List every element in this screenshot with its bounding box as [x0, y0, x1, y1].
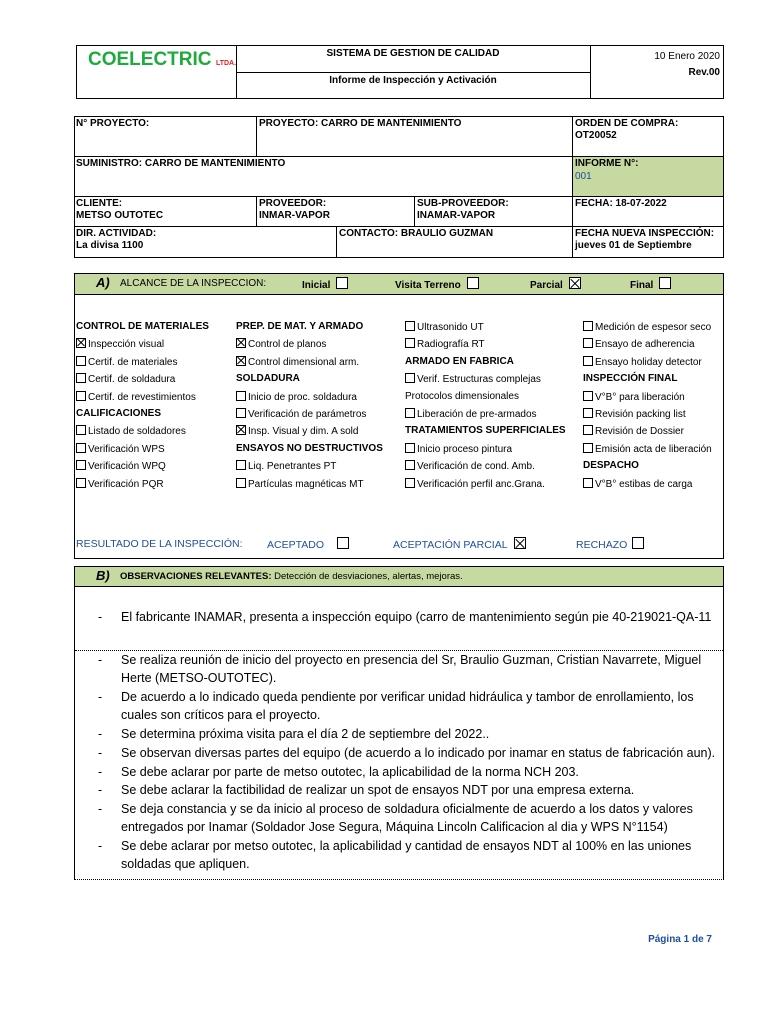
checklist-heading: CONTROL DE MATERIALES [76, 321, 209, 332]
scope-title: ALCANCE DE LA INSPECCION: [120, 278, 267, 289]
client-label: CLIENTE: [76, 198, 123, 209]
checklist-item-label: V°B° para liberación [595, 392, 685, 403]
checklist-heading: ARMADO EN FABRICA [405, 356, 514, 367]
result-rejected-checkbox[interactable] [632, 537, 644, 549]
checklist-item-label: Liq. Penetrantes PT [248, 461, 337, 472]
observation-first: El fabricante INAMAR, presenta a inspección equipo (carro de mantenimiento según pie 40-219021-QA-11 [121, 610, 712, 624]
checklist-item-label: Verif. Estructuras complejas [417, 374, 541, 385]
checklist-item[interactable] [583, 338, 695, 351]
checklist-checkbox[interactable] [583, 321, 593, 331]
observation-item: Se debe aclarar la factibilidad de realizar un spot de ensayos NDT por una empresa externa. [121, 783, 635, 798]
checklist-item-label: Verificación WPS [88, 444, 165, 455]
checklist-item[interactable] [236, 356, 359, 369]
supplier-label: PROVEEDOR: [259, 198, 327, 209]
checklist-item-label: Revisión de Dossier [595, 426, 684, 437]
checklist-item-label: Ensayo de adherencia [595, 339, 695, 350]
result-rejected-label: RECHAZO [576, 539, 628, 551]
scope-final-checkbox[interactable] [659, 277, 671, 289]
checklist-checkbox[interactable] [236, 338, 246, 348]
activity-address-label: DIR. ACTIVIDAD: [76, 228, 157, 239]
checklist-item[interactable] [76, 460, 166, 473]
checklist-checkbox[interactable] [405, 321, 415, 331]
checklist-item-label: Verificación de parámetros [248, 409, 367, 420]
checklist-item-label: Control dimensional arm. [248, 357, 360, 368]
header-revision: Rev.00 [688, 67, 720, 78]
checklist-item[interactable] [405, 338, 485, 351]
observation-item: Se realiza reunión de inicio del proyecto en presencia del Sr, Braulio Guzman, Cristian Navarrete, Miguel Herte (METSO-OUTOTEC). [121, 653, 702, 685]
checklist-checkbox[interactable] [236, 408, 246, 418]
supply-label: SUMINISTRO: CARRO DE MANTENIMIENTO [76, 158, 286, 169]
result-accepted-checkbox[interactable] [337, 537, 349, 549]
observations-border-right [723, 566, 724, 880]
activity-address-value: La divisa 1100 [76, 240, 144, 251]
checklist-item-label: V°B° estibas de carga [595, 479, 693, 490]
checklist-item-label: Ultrasonido UT [417, 322, 484, 333]
scope-field-visit-checkbox[interactable] [467, 277, 479, 289]
report-number-label: INFORME N°: [575, 158, 639, 169]
header-divider-v2 [590, 45, 591, 99]
checklist-checkbox[interactable] [583, 478, 593, 488]
checklist-item[interactable] [236, 478, 364, 491]
checklist-heading: SOLDADURA [236, 373, 300, 384]
observation-dash: - [98, 764, 103, 779]
logo-main-text: COELECTRIC [88, 49, 212, 70]
scope-initial-checkbox[interactable] [336, 277, 348, 289]
observations-border-left [74, 566, 75, 880]
next-inspection-value: jueves 01 de Septiembre [575, 240, 692, 251]
checklist-checkbox[interactable] [76, 443, 86, 453]
checklist-item-label: Ensayo holiday detector [595, 357, 702, 368]
scope-partial-checkbox[interactable] [569, 277, 581, 289]
checklist-item[interactable] [405, 373, 541, 386]
checklist-checkbox[interactable] [236, 425, 246, 435]
checklist-item[interactable] [405, 478, 545, 491]
scope-option-field-visit[interactable] [395, 277, 481, 291]
observation-item: Se deja constancia y se da inicio al proceso de soldadura oficialmente de acuerdo a los datos y valores entregados por Inamar (Soldador Jose Segura, Máquina Lincoln Calificacion al dia y WPS N°1154) [121, 801, 693, 834]
observation-item: De acuerdo a lo indicado queda pendiente por verificar unidad hidráulica y tambor de enrollamiento, los cuales son críticos para el proyecto. [121, 690, 694, 723]
checklist-checkbox[interactable] [583, 425, 593, 435]
checklist-heading: DESPACHO [583, 460, 639, 471]
report-title: Informe de Inspección y Activación [329, 75, 497, 86]
purchase-order-label: ORDEN DE COMPRA: [575, 118, 679, 129]
checklist-checkbox[interactable] [583, 408, 593, 418]
checklist-checkbox[interactable] [405, 338, 415, 348]
company-logo [88, 49, 236, 71]
client-value: METSO OUTOTEC [76, 210, 164, 221]
result-partial-checkbox[interactable] [514, 537, 526, 549]
checklist-item[interactable] [583, 408, 686, 421]
observation-dash: - [98, 839, 103, 853]
checklist-checkbox[interactable] [76, 391, 86, 401]
observation-item: Se observan diversas partes del equipo (de acuerdo a lo indicado por inamar en status de fabricación aun). [121, 746, 716, 760]
checklist-checkbox[interactable] [405, 478, 415, 488]
checklist-checkbox[interactable] [583, 391, 593, 401]
next-inspection-label: FECHA NUEVA INSPECCIÓN: [575, 228, 715, 239]
checklist-item[interactable] [236, 338, 326, 351]
scope-option-partial[interactable] [530, 277, 583, 291]
checklist-checkbox[interactable] [76, 373, 86, 383]
checklist-heading: CALIFICACIONES [76, 408, 161, 419]
checklist-checkbox[interactable] [76, 460, 86, 470]
observation-dash: - [98, 801, 103, 816]
checklist-item[interactable] [76, 391, 196, 404]
observation-dash: - [98, 653, 103, 667]
checklist-item[interactable] [236, 408, 366, 421]
scope-option-partial-label: Parcial [530, 280, 563, 291]
observations-letter: B) [96, 568, 110, 583]
header-divider-h [236, 72, 590, 73]
checklist-checkbox[interactable] [76, 425, 86, 435]
observation-dash: - [98, 783, 103, 798]
observation-item: Se determina próxima visita para el día 2 de septiembre del 2022.. [121, 727, 490, 742]
checklist-item[interactable] [583, 478, 693, 491]
checklist-item-label: Emisión acta de liberación [595, 444, 712, 455]
result-accepted-label: ACEPTADO [267, 539, 324, 551]
checklist-item-label: Inicio de proc. soldadura [248, 392, 357, 403]
subsupplier-value: INAMAR-VAPOR [417, 210, 496, 221]
scope-option-initial[interactable] [302, 277, 350, 291]
scope-option-field-visit-label: Visita Terreno [395, 280, 461, 291]
checklist-heading: PREP. DE MAT. Y ARMADO [236, 321, 364, 332]
header-date: 10 Enero 2020 [654, 51, 720, 62]
checklist-checkbox[interactable] [583, 443, 593, 453]
checklist-item-label: Insp. Visual y dim. A sold [248, 426, 359, 437]
observation-dash: - [98, 746, 103, 760]
subsupplier-label: SUB-PROVEEDOR: [417, 198, 509, 209]
checklist-item[interactable] [76, 373, 175, 386]
observation-dash: - [98, 727, 103, 742]
checklist-item[interactable] [405, 443, 512, 456]
page-number: Página 1 de 7 [648, 934, 712, 945]
info-line-v5 [336, 226, 337, 258]
date-label: FECHA: 18-07-2022 [575, 198, 667, 209]
checklist-checkbox[interactable] [236, 356, 246, 366]
checklist-item[interactable] [583, 425, 684, 438]
info-line-v4 [414, 196, 415, 226]
checklist-checkbox[interactable] [405, 373, 415, 383]
result-partial[interactable] [393, 537, 528, 551]
checklist-item[interactable] [236, 460, 336, 473]
checklist-checkbox[interactable] [76, 356, 86, 366]
checklist-checkbox[interactable] [405, 408, 415, 418]
result-rejected[interactable] [576, 537, 646, 551]
checklist-item-label: Revisión packing list [595, 409, 686, 420]
observation-first-dash: - [98, 610, 103, 624]
checklist-item-label: Certif. de soldadura [88, 374, 176, 385]
info-line-v2 [256, 116, 257, 156]
checklist-item[interactable] [583, 391, 685, 404]
info-line-v3 [256, 196, 257, 226]
checklist-item-label: Listado de soldadores [88, 426, 186, 437]
checklist-heading: ENSAYOS NO DESTRUCTIVOS [236, 443, 383, 454]
checklist-item-label: Medición de espesor seco [595, 322, 712, 333]
checklist-checkbox[interactable] [76, 478, 86, 488]
checklist-checkbox[interactable] [405, 443, 415, 453]
observation-item: Se debe aclarar por parte de metso outotec, la aplicabilidad de la norma NCH 203. [121, 764, 579, 779]
checklist-checkbox[interactable] [236, 478, 246, 488]
checklist-item[interactable] [76, 478, 164, 491]
checklist-item[interactable] [583, 443, 712, 456]
project-number-label: N° PROYECTO: [76, 118, 150, 129]
checklist-item-label: Certif. de materiales [88, 357, 178, 368]
checklist-item-label: Verificación de cond. Amb. [417, 461, 535, 472]
checklist-item[interactable] [405, 460, 535, 473]
checklist-item[interactable] [236, 425, 358, 438]
logo-suffix-text: LTDA. [215, 60, 237, 67]
checklist-item[interactable] [583, 356, 702, 369]
checklist-item[interactable] [76, 338, 164, 351]
checklist-item[interactable] [405, 321, 484, 334]
observation-item: Se debe aclarar por metso outotec, la aplicabilidad y cantidad de ensayos NDT al 100% en las uniones soldadas que apliquen. [121, 839, 692, 871]
checklist-checkbox[interactable] [405, 460, 415, 470]
checklist-item-label: Verificación WPQ [88, 461, 166, 472]
checklist-item[interactable] [583, 321, 711, 334]
purchase-order-value: OT20052 [575, 130, 617, 141]
checklist-heading: INSPECCIÓN FINAL [583, 373, 678, 384]
checklist-item-label: Verificación PQR [88, 479, 164, 490]
checklist-item[interactable] [76, 356, 177, 369]
checklist-item[interactable] [76, 443, 165, 456]
checklist-item[interactable] [405, 408, 537, 421]
scope-option-final[interactable] [630, 277, 673, 291]
supplier-value: INMAR-VAPOR [259, 210, 330, 221]
checklist-item[interactable] [236, 391, 357, 404]
checklist-text: Protocolos dimensionales [405, 391, 519, 402]
scope-letter: A) [96, 275, 110, 290]
checklist-item[interactable] [76, 425, 186, 438]
checklist-checkbox[interactable] [236, 391, 246, 401]
checklist-item-label: Inspección visual [88, 339, 165, 350]
checklist-checkbox[interactable] [583, 338, 593, 348]
checklist-checkbox[interactable] [236, 460, 246, 470]
checklist-checkbox[interactable] [583, 356, 593, 366]
checklist-item-label: Verificación perfil anc.Grana. [417, 479, 545, 490]
system-title: SISTEMA DE GESTION DE CALIDAD [326, 48, 500, 59]
result-label: RESULTADO DE LA INSPECCIÓN: [76, 538, 243, 550]
checklist-item-label: Liberación de pre-armados [417, 409, 537, 420]
observations-subtitle: Detección de desviaciones, alertas, mejoras. [274, 571, 463, 582]
contact-label: CONTACTO: BRAULIO GUZMAN [339, 228, 494, 239]
observations-title-row [120, 571, 463, 582]
checklist-item-label: Control de planos [248, 339, 327, 350]
scope-option-final-label: Final [630, 280, 654, 291]
observations-bottom-border [74, 879, 724, 880]
checklist-item-label: Certif. de revestimientos [88, 392, 196, 403]
observation-dash: - [98, 690, 103, 705]
result-accepted[interactable] [267, 537, 351, 551]
scope-option-initial-label: Inicial [302, 280, 331, 291]
result-partial-label: ACEPTACIÓN PARCIAL [393, 539, 508, 551]
checklist-item-label: Partículas magnéticas MT [248, 479, 364, 490]
checklist-checkbox[interactable] [76, 338, 86, 348]
project-label: PROYECTO: CARRO DE MANTENIMIENTO [259, 118, 462, 129]
observations-title: OBSERVACIONES RELEVANTES: [120, 571, 272, 582]
info-line-h3 [74, 226, 724, 227]
report-number-value: 001 [575, 171, 592, 182]
checklist-item-label: Inicio proceso pintura [417, 444, 513, 455]
checklist-item-label: Radiografía RT [417, 339, 485, 350]
info-line-h2 [74, 196, 724, 197]
checklist-heading: TRATAMIENTOS SUPERFICIALES [405, 425, 566, 436]
